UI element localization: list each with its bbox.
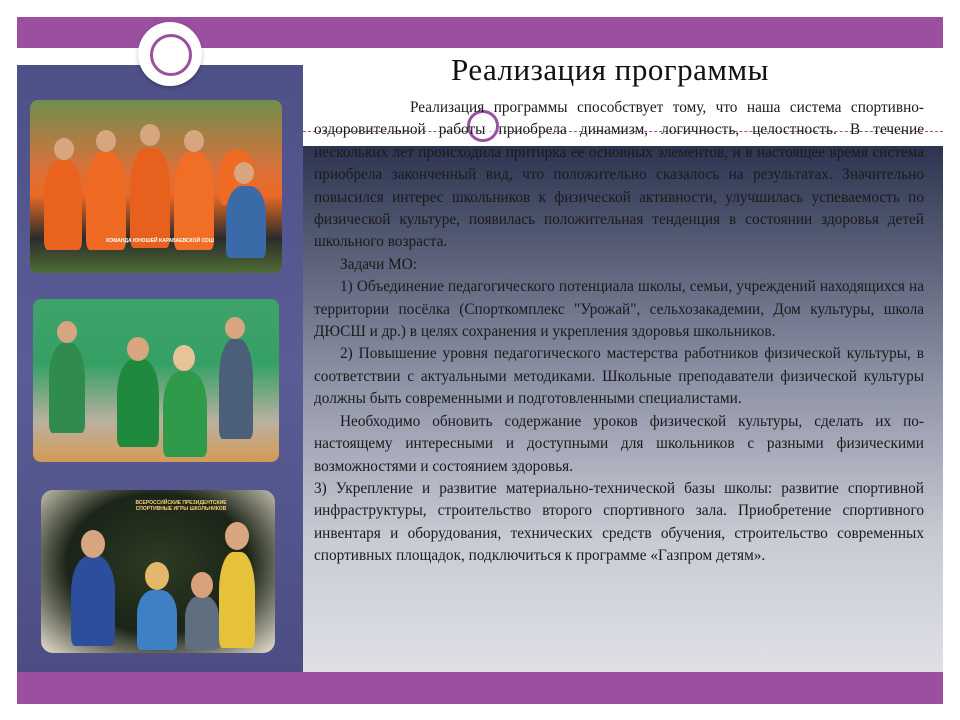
intro-paragraph: Реализация программы способствует тому, что наша система спортивно-оздоровительной работы приобрела динамизм, логичность, целостность. В течение нескольких лет происходила притирка ее основных элементов, и в настоящее время система приобрела законченный вид, что положительно сказалось на результатах. Значительно повысился интерес школьников к физической активности, улучшилась успеваемость по физической культуре, появилась положительная тенденция в состоянии здоровья детей школьного возраста. bbox=[314, 99, 924, 251]
task-2-paragraph: 2) Повышение уровня педагогического мастерства работников физической культуры, в соответствии с актуальными методиками. Школьные преподаватели физической культуры должны быть современными и подготовленными специалистами. bbox=[314, 345, 924, 408]
body-text bbox=[314, 97, 924, 568]
update-lessons-paragraph: Необходимо обновить содержание уроков физической культуры, сделать их по-настоящему интересными и доступными для школьников с разными физическими возможностями и состоянием здоровья. bbox=[314, 412, 924, 475]
circle-ornament bbox=[138, 22, 202, 86]
team-photo-caption: КОМАНДА ЮНОШЕЙ КАРАВАЕВСКОЙ СОШ bbox=[106, 238, 214, 244]
gym-class-photo bbox=[33, 299, 279, 462]
task-3-paragraph: 3) Укрепление и развитие материально-технической базы школы: развитие спортивной инфраструктуры, строительство второго спортивного зала. Приобретение спортивного инвентаря и оборудования, технических средств обучения, строительство современных спортивных площадок, подключиться к программе «Газпром детям». bbox=[314, 479, 924, 565]
ring-icon bbox=[150, 34, 192, 76]
bottom-accent-band bbox=[17, 672, 943, 704]
poster-caption: ВСЕРОССИЙСКИЕ ПРЕЗИДЕНТСКИЕ СПОРТИВНЫЕ ИГРЫ ШКОЛЬНИКОВ bbox=[135, 500, 227, 512]
tasks-heading: Задачи МО: bbox=[340, 255, 418, 273]
slide-title: Реализация программы bbox=[451, 52, 769, 87]
task-1-paragraph: 1) Объединение педагогического потенциала школы, семьи, учреждений находящихся на территории посёлка (Спорткомплекс "Урожай", сельхозакадемии, Дом культуры, школа ДЮСШ и др.) в целях сохранения и укрепления здоровья школьников. bbox=[314, 278, 924, 341]
team-photo bbox=[30, 100, 282, 273]
poster-photo bbox=[41, 490, 275, 653]
